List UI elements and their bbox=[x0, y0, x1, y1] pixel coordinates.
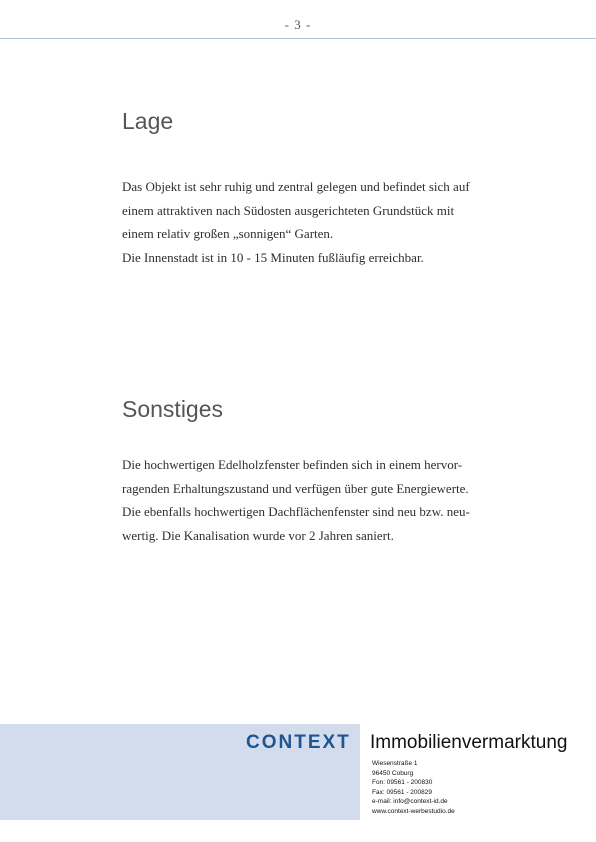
paragraph-line: einem attraktiven nach Südosten ausgerichteten Grundstück mit bbox=[122, 202, 455, 218]
brand-logo-text: CONTEXT bbox=[246, 732, 351, 753]
header-divider bbox=[0, 38, 596, 39]
section-body-sonstiges bbox=[122, 453, 502, 547]
website-url: www.context-werbestudio.de bbox=[372, 807, 455, 815]
section-title-sonstiges: Sonstiges bbox=[122, 396, 224, 422]
paragraph-line: Das Objekt ist sehr ruhig und zentral gelegen und befindet sich auf bbox=[122, 179, 470, 194]
section-title-lage: Lage bbox=[122, 108, 174, 134]
phone-number: Fon: 09561 - 200830 bbox=[372, 779, 433, 786]
paragraph-line: einem relativ großen „sonnigen“ Garten. bbox=[122, 226, 334, 241]
fax-number: Fax: 09561 - 200829 bbox=[372, 788, 432, 796]
address-street: Wiesenstraße 1 bbox=[372, 760, 418, 767]
address-city: 96450 Coburg bbox=[372, 769, 414, 777]
page-number: - 3 - bbox=[284, 17, 312, 32]
company-name: Immobilienvermarktung bbox=[370, 732, 568, 753]
section-body-lage bbox=[122, 175, 502, 269]
contact-block bbox=[372, 759, 455, 816]
paragraph-line: wertig. Die Kanalisation wurde vor 2 Jahren saniert. bbox=[122, 527, 394, 543]
paragraph-line: ragenden Erhaltungszustand und verfügen über gute Energiewerte. bbox=[122, 480, 469, 496]
paragraph-line: Die Innenstadt ist in 10 - 15 Minuten fußläufig erreichbar. bbox=[122, 249, 424, 265]
paragraph-line: Die hochwertigen Edelholzfenster befinden sich in einem hervor- bbox=[122, 457, 463, 472]
email-address: e-mail: info@context-id.de bbox=[372, 798, 448, 805]
paragraph-line: Die ebenfalls hochwertigen Dachflächenfenster sind neu bzw. neu- bbox=[122, 504, 470, 519]
